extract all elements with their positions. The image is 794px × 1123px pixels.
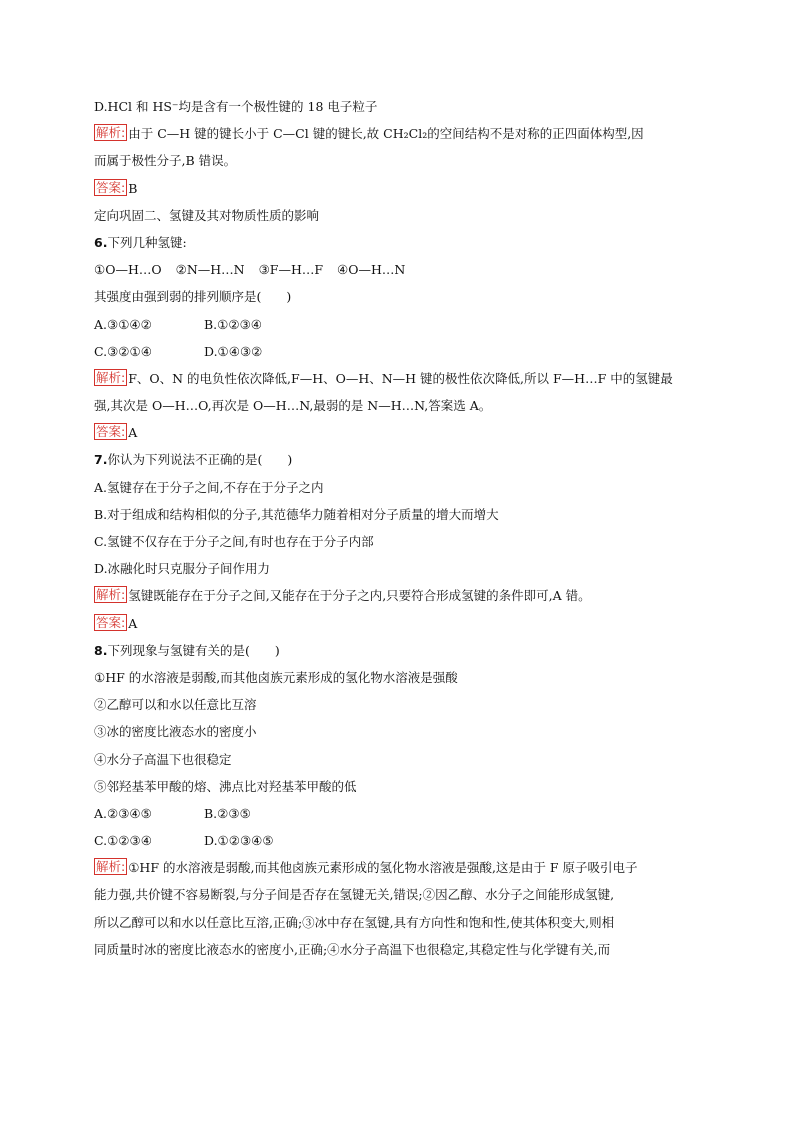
- q8-option-a: A.②③④⑤: [94, 805, 152, 821]
- question-text: 下列几种氢键:: [107, 234, 187, 250]
- answer-value: B: [128, 180, 138, 196]
- analysis-tag: 解析:: [96, 369, 126, 385]
- analysis-text: F、O、N 的电负性依次降低,F—H、O—H、N—H 键的极性依次降低,所以 F—H…F 中的氢键最: [128, 370, 673, 386]
- q6-option-d: D.①④③②: [204, 343, 263, 359]
- q8-options-ab: [94, 800, 714, 827]
- q6-options-cd: [94, 338, 714, 365]
- q7-option-c: C.氢键不仅存在于分子之间,有时也存在于分子内部: [94, 534, 374, 549]
- question-6: [94, 229, 714, 256]
- answer-line: [94, 175, 714, 202]
- answer-line: [94, 610, 714, 637]
- analysis-continued: 强,其次是 O—H…O,再次是 O—H…N,最弱的是 N—H…N,答案选 A。: [94, 398, 492, 414]
- q6-options-ab: [94, 311, 714, 338]
- q6-item-1: ①O—H…O: [94, 262, 162, 278]
- q6-option-c: C.③②①④: [94, 343, 152, 359]
- question-text: 你认为下列说法不正确的是( ): [107, 452, 293, 468]
- question-number: 8.: [94, 642, 108, 658]
- analysis-text: ①HF 的水溶液是弱酸,而其他卤族元素形成的氢化物水溶液是强酸,这是由于 F 原子吸引电子: [128, 860, 638, 876]
- answer-line: [94, 419, 714, 446]
- analysis-line: [94, 120, 714, 147]
- question-number: 7.: [94, 452, 108, 468]
- q6-item-3: ③F—H…F: [258, 262, 324, 278]
- answer-tag: 答案:: [96, 179, 126, 195]
- analysis-line: [94, 365, 714, 392]
- analysis-text: 由于 C—H 键的键长小于 C—Cl 键的键长,故 CH₂Cl₂的空间结构不是对称的正四面体构型,因: [128, 126, 644, 142]
- q6-item-2: ②N—H…N: [175, 262, 245, 278]
- analysis-tag: 解析:: [96, 587, 126, 603]
- q6-stem: 其强度由强到弱的排列顺序是( ): [94, 289, 292, 305]
- answer-tag: 答案:: [96, 424, 126, 440]
- document-page: [94, 93, 714, 963]
- answer-value: A: [128, 425, 138, 441]
- analysis-tag: 解析:: [96, 859, 126, 875]
- option-d-line: D.HCl 和 HS⁻均是含有一个极性键的 18 电子粒子: [94, 99, 378, 114]
- question-7: [94, 446, 714, 473]
- q8-item-2: ②乙醇可以和水以任意比互溶: [94, 697, 257, 713]
- answer-value: A: [128, 615, 138, 631]
- analysis-continued: 所以乙醇可以和水以任意比互溶,正确;③冰中存在氢键,具有方向性和饱和性,使其体积变大,则相: [94, 914, 615, 930]
- question-number: 6.: [94, 234, 108, 250]
- q6-item-4: ④O—H…N: [337, 262, 406, 278]
- q8-item-3: ③冰的密度比液态水的密度小: [94, 724, 257, 740]
- analysis-continued: 同质量时冰的密度比液态水的密度小,正确;④水分子高温下也很稳定,其稳定性与化学键有关,而: [94, 941, 611, 957]
- question-text: 下列现象与氢键有关的是( ): [107, 642, 280, 658]
- q8-item-1: ①HF 的水溶液是弱酸,而其他卤族元素形成的氢化物水溶液是强酸: [94, 669, 458, 685]
- q8-options-cd: [94, 827, 714, 854]
- q6-option-a: A.③①④②: [94, 316, 152, 332]
- analysis-continued: 而属于极性分子,B 错误。: [94, 153, 237, 169]
- q8-option-b: B.②③⑤: [204, 805, 251, 821]
- analysis-line: [94, 582, 714, 609]
- analysis-continued: 能力强,共价键不容易断裂,与分子间是否存在氢键无关,错误;②因乙醇、水分子之间能形成氢键,: [94, 887, 615, 903]
- q6-option-b: B.①②③④: [204, 316, 262, 332]
- analysis-text: 氢键既能存在于分子之间,又能存在于分子之内,只要符合形成氢键的条件即可,A 错。: [128, 588, 591, 604]
- analysis-line: [94, 854, 714, 881]
- q6-items: [94, 256, 714, 283]
- q8-item-4: ④水分子高温下也很稳定: [94, 751, 232, 767]
- analysis-tag: 解析:: [96, 125, 126, 141]
- question-8: [94, 637, 714, 664]
- section-heading: 定向巩固二、氢键及其对物质性质的影响: [94, 207, 320, 223]
- q7-option-b: B.对于组成和结构相似的分子,其范德华力随着相对分子质量的增大而增大: [94, 506, 499, 522]
- q8-option-d: D.①②③④⑤: [204, 833, 274, 849]
- q7-option-d: D.冰融化时只克服分子间作用力: [94, 561, 271, 577]
- q8-item-5: ⑤邻羟基苯甲酸的熔、沸点比对羟基苯甲酸的低: [94, 778, 357, 794]
- q7-option-a: A.氢键存在于分子之间,不存在于分子之内: [94, 479, 324, 495]
- q8-option-c: C.①②③④: [94, 833, 152, 849]
- answer-tag: 答案:: [96, 614, 126, 630]
